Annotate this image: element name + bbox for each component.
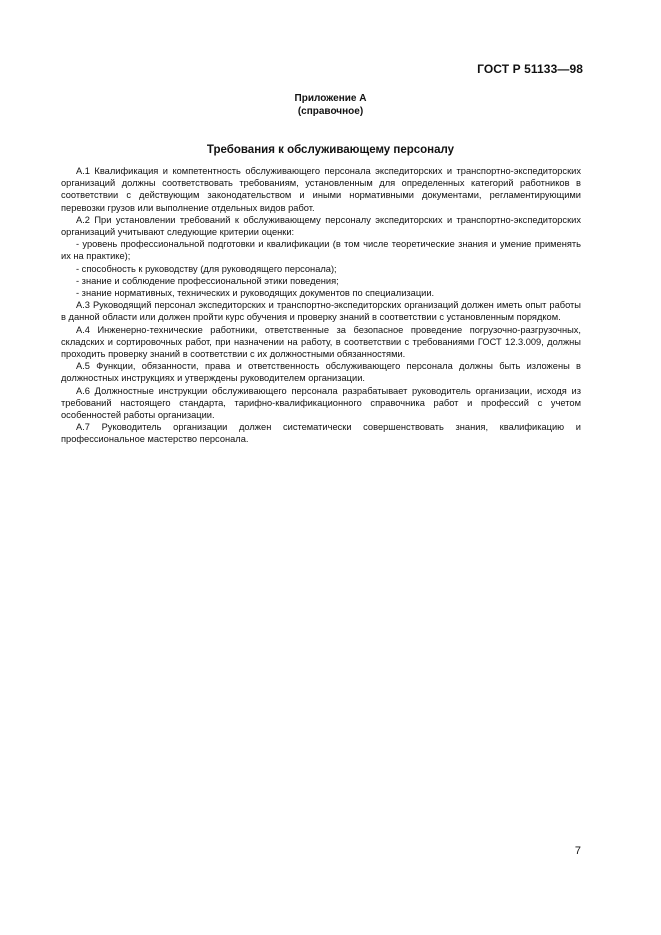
list-item: - знание нормативных, технических и руководящих документов по специализации. xyxy=(76,288,435,299)
paragraph-a5: А.5 Функции, обязанности, права и ответственность обслуживающего персонала должны быть изложены в должностных инструкциях и утверждены руководителем организации. xyxy=(61,361,581,384)
paragraph-a7: А.7 Руководитель организации должен систематически совершенствовать знания, квалификацию и профессиональное мастерство персонала. xyxy=(61,422,581,445)
appendix-title: Приложение А xyxy=(294,93,367,104)
body-text xyxy=(61,165,581,446)
list-item: - способность к руководству (для руководящего персонала); xyxy=(76,263,337,274)
paragraph-a2: А.2 При установлении требований к обслуживающему персоналу экспедиторских и транспортно-экспедиторских организаций учитывают следующие критерии оценки: xyxy=(61,214,581,238)
list-item: - уровень профессиональной подготовки и квалификации (в том числе теоретические знания и умение применять их на практике); xyxy=(61,239,581,262)
paragraph-a3: А.3 Руководящий персонал экспедиторских и транспортно-экспедиторских организаций должен иметь опыт работы в данной области или должен пройти курс обучения и проверку знаний в соответствии с установленным порядком. xyxy=(61,300,581,323)
page-number: 7 xyxy=(574,845,581,857)
document-code: ГОСТ Р 51133—98 xyxy=(477,62,583,76)
section-title: Требования к обслуживающему персоналу xyxy=(206,144,455,156)
paragraph-a1: А.1 Квалификация и компетентность обслуживающего персонала экспедиторских и транспортно-экспедиторских организаций должны соответствовать требованиям, установленным для определенных категорий работников в соответствии с действующим законодательством и иными нормативными документами, регламентирующими перевозки грузов или выполнение отдельных видов работ. xyxy=(61,166,581,213)
appendix-heading xyxy=(0,92,661,118)
list-item: - знание и соблюдение профессиональной этики поведения; xyxy=(76,275,339,286)
appendix-subtitle: (справочное) xyxy=(297,106,364,117)
paragraph-a6: А.6 Должностные инструкции обслуживающего персонала разрабатывает руководитель организации, исходя из требований настоящего стандарта, тарифно-квалификационного справочника работ и профессий с учетом особенностей работы организации. xyxy=(61,385,581,421)
paragraph-a4: А.4 Инженерно-технические работники, ответственные за безопасное проведение погрузочно-разгрузочных, складских и сортировочных работ, при назначении на работу, в соответствии с требованиями ГОСТ 12.3.009, должны проходить проверку знаний в соответствии с их должностными обязанностями. xyxy=(61,324,581,360)
